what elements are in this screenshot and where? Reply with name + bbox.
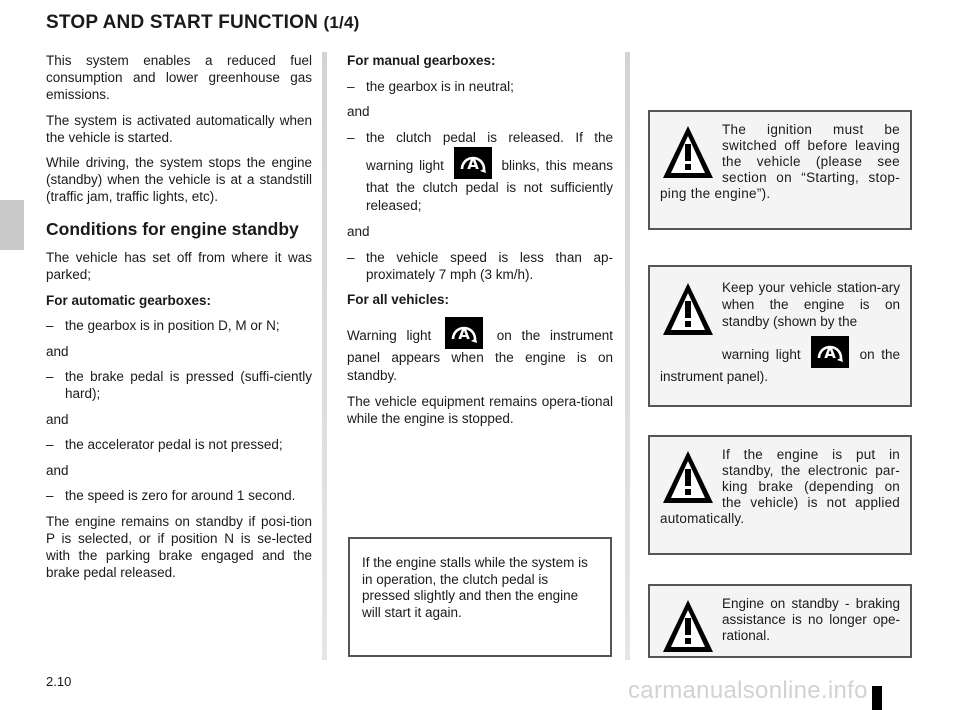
paragraph: The engine remains on standby if posi-tion P is selected, or if position N is se-lected with the parking brake engaged and the brake pedal released. [46,513,312,580]
auto-stop-a-icon [454,147,492,179]
subheading: For manual gearboxes: [347,53,496,68]
left-column [46,52,312,589]
warning-text-part: Keep your vehicle station-ary when the engine is on standby (shown by the [722,280,900,329]
list-item: – the accelerator pedal is not pressed; [46,437,283,452]
connector: and [347,224,370,239]
page-title: STOP AND START FUNCTION (1/4) [46,12,360,33]
section-heading: Conditions for engine standby [46,219,299,239]
paragraph-text: on the instrument panel appears when the engine is on standby. [347,327,613,383]
connector: and [46,343,69,359]
warning-text: Engine on standby - braking assistance is no longer ope-rational. [722,596,900,643]
auto-stop-a-icon [445,317,483,349]
connector: and [46,411,69,427]
paragraph-text: Warning light [347,327,432,343]
auto-stop-a-icon [811,336,849,368]
watermark: carmanualsonline.info [628,677,868,704]
page-title-part: (1/4) [323,13,360,32]
warning-triangle-icon [660,122,716,182]
paragraph: This system enables a reduced fuel consumption and lower greenhouse gas emissions. [46,53,312,102]
column-divider [322,52,327,660]
svg-text:A: A [458,324,470,343]
connector: and [347,104,370,119]
list-item: – the clutch pedal is released. If the warning light A blinks, this means that the clutch pedal is not sufficiently released; [347,129,613,213]
warning-triangle-icon [660,596,716,656]
chapter-tab [0,200,24,250]
svg-text:A: A [466,154,479,173]
list-item: – the gearbox is in position D, M or N; [46,318,280,333]
warning-box [648,435,912,555]
middle-column [347,52,613,436]
column-divider [625,52,630,660]
warning-triangle-icon [660,279,716,339]
paragraph [347,317,613,385]
warning-box [648,110,912,230]
warning-text-part: warning light [722,347,801,362]
svg-text:A: A [824,344,836,362]
list-item: – the brake pedal is pressed (suffi-ciently hard); [46,369,312,401]
list-item-text: the clutch pedal is released. If the warning light [366,129,613,173]
paragraph: While driving, the system stops the engine (standby) when the vehicle is at a standstill (traffic jam, traffic lights, etc). [46,155,312,204]
stall-note-box [348,537,612,657]
paragraph: The vehicle equipment remains opera-tional while the engine is stopped. [347,394,613,426]
paragraph: The system is activated automatically when the vehicle is started. [46,112,312,145]
warning-text: If the engine is put in standby, the electronic par-king brake (depending on the vehicle) is not applied automatically. [660,447,900,526]
corner-mark [872,686,882,710]
warning-triangle-icon [660,447,716,507]
paragraph: The vehicle has set off from where it was parked; [46,250,312,282]
subheading: For all vehicles: [347,292,450,307]
warning-text-part: on the instrument panel). [660,347,900,384]
list-item: – the gearbox is in neutral; [347,78,514,94]
warning-box [648,584,912,658]
warning-text: The ignition must be switched off before leaving the vehicle (please see section on “Starting, stop-ping the engine”). [660,122,900,201]
warning-box [648,265,912,407]
list-item: – the speed is zero for around 1 second. [46,488,296,503]
list-item: – the vehicle speed is less than ap-proximately 7 mph (3 km/h). [347,249,613,282]
stall-note-text: If the engine stalls while the system is in operation, the clutch pedal is pressed slightly and then the engine will start it again. [362,555,588,620]
subheading: For automatic gearboxes: [46,292,212,308]
page-number: 2.10 [46,674,72,689]
connector: and [46,462,69,478]
list-item-text: blinks, this means that the clutch pedal is not sufficiently released; [366,157,613,213]
